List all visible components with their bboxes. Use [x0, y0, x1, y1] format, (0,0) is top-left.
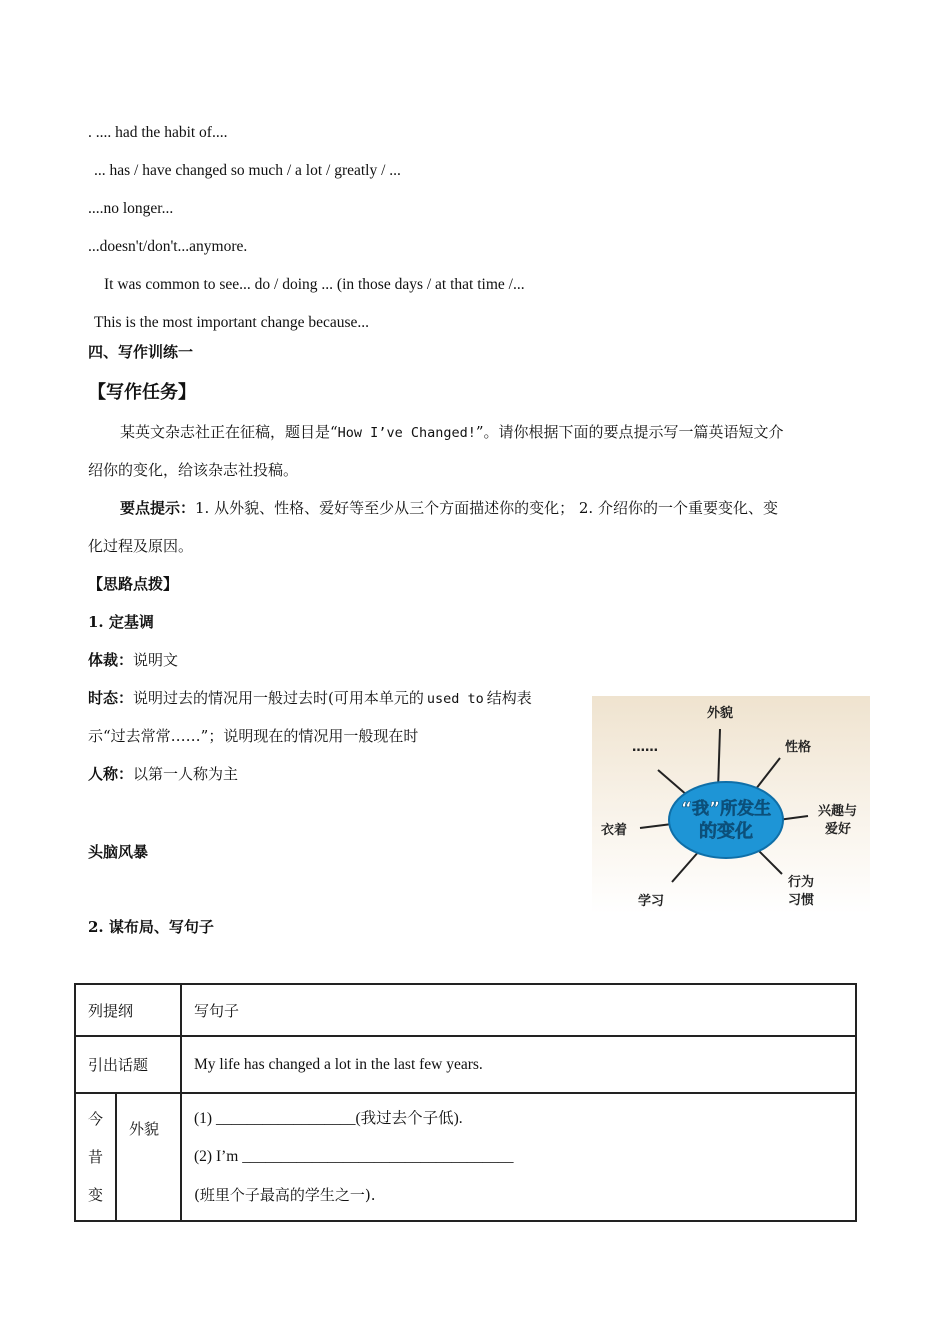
branch-appearance: 外貌 [707, 706, 734, 721]
header-outline: 列提纲 [75, 984, 181, 1036]
step1-heading: 1. 定基调 [88, 613, 154, 631]
tense-code: used to [426, 691, 484, 707]
step2-heading: 2. 谋布局、写句子 [88, 918, 214, 936]
task-prompt-prefix: 某英文杂志社正在征稿，题目是“ [120, 423, 338, 441]
genre-line [88, 650, 178, 670]
brainstorm-heading: 头脑风暴 [88, 843, 149, 861]
tense-label: 时态： [88, 689, 134, 707]
header-sentences: 写句子 [181, 984, 856, 1036]
then-now-char-1: 今 [87, 1110, 103, 1128]
phrase-common-to-see: It was common to see... do / doing ... (in those days / at that time /... [104, 276, 525, 293]
appearance-label: 外貌 [116, 1093, 181, 1221]
key-points-line2: 化过程及原因。 [88, 537, 194, 555]
section-heading: 四、写作训练一 [88, 343, 194, 361]
branch-habits-line2: 习惯 [788, 893, 815, 908]
intro-label: 引出话题 [75, 1036, 181, 1093]
tense-line2: 示“过去常常……”；说明现在的情况用一般现在时 [88, 727, 419, 745]
phrase-most-important: This is the most important change because... [94, 314, 370, 331]
center-text-line2: 的变化 [699, 821, 753, 842]
task-prompt-suffix: ”。请你根据下面的要点提示写一篇英语短文介 [475, 423, 784, 441]
table-row-appearance [75, 1093, 856, 1221]
key-points-line1 [120, 498, 778, 518]
person-value: 以第一人称为主 [133, 765, 239, 783]
appearance-sentences [181, 1093, 856, 1221]
then-now-char-3: 变 [87, 1186, 103, 1204]
genre-value: 说明文 [133, 651, 179, 669]
hints-heading: 【思路点拨】 [88, 575, 179, 593]
appearance-line-2: (2) I’m ___________________________________ [194, 1148, 514, 1165]
intro-sentence: My life has changed a lot in the last few years. [181, 1036, 856, 1093]
genre-label: 体裁： [88, 651, 134, 669]
outline-table [74, 983, 857, 1222]
phrase-had-habit: . .... had the habit of.... [88, 124, 228, 141]
key-points-label: 要点提示： [120, 499, 196, 517]
task-prompt-title: How I’ve Changed! [337, 425, 476, 441]
tense-text-b: 结构表 [486, 689, 532, 707]
then-now-change-label [75, 1093, 116, 1221]
mind-map-center [669, 782, 783, 858]
task-heading: 【写作任务】 [88, 382, 196, 403]
phrase-has-changed: ... has / have changed so much / a lot / greatly / ... [94, 162, 401, 179]
person-label: 人称： [88, 765, 134, 783]
table-row-intro [75, 1036, 856, 1093]
then-now-char-2: 昔 [87, 1148, 103, 1166]
phrase-no-longer: ....no longer... [88, 200, 174, 217]
tense-text-a: 说明过去的情况用一般过去时(可用本单元的 [133, 689, 424, 707]
branch-study: 学习 [638, 894, 665, 909]
tense-line1 [88, 688, 532, 709]
branch-clothing: 衣着 [601, 823, 628, 838]
person-line [88, 764, 238, 784]
key-points-text: 1. 从外貌、性格、爱好等至少从三个方面描述你的变化； 2. 介绍你的一个重要变化、变 [195, 499, 778, 517]
mind-map-figure [592, 696, 870, 914]
branch-interests-line2: 爱好 [825, 822, 852, 837]
branch-personality: 性格 [785, 740, 812, 755]
appearance-line-3: (班里个子最高的学生之一). [194, 1186, 376, 1204]
center-text-line1: “我”所发生 [680, 799, 772, 819]
appearance-line-1: (1) __________________(我过去个子低). [194, 1110, 463, 1127]
table-header-row [75, 984, 856, 1036]
branch-interests-line1: 兴趣与 [818, 804, 858, 819]
branch-more: …… [632, 740, 658, 755]
task-prompt-line1 [120, 422, 784, 443]
task-prompt-line2: 绍你的变化，给该杂志社投稿。 [88, 461, 299, 479]
phrase-anymore: ...doesn't/don't...anymore. [88, 238, 248, 255]
branch-habits-line1: 行为 [788, 875, 815, 890]
